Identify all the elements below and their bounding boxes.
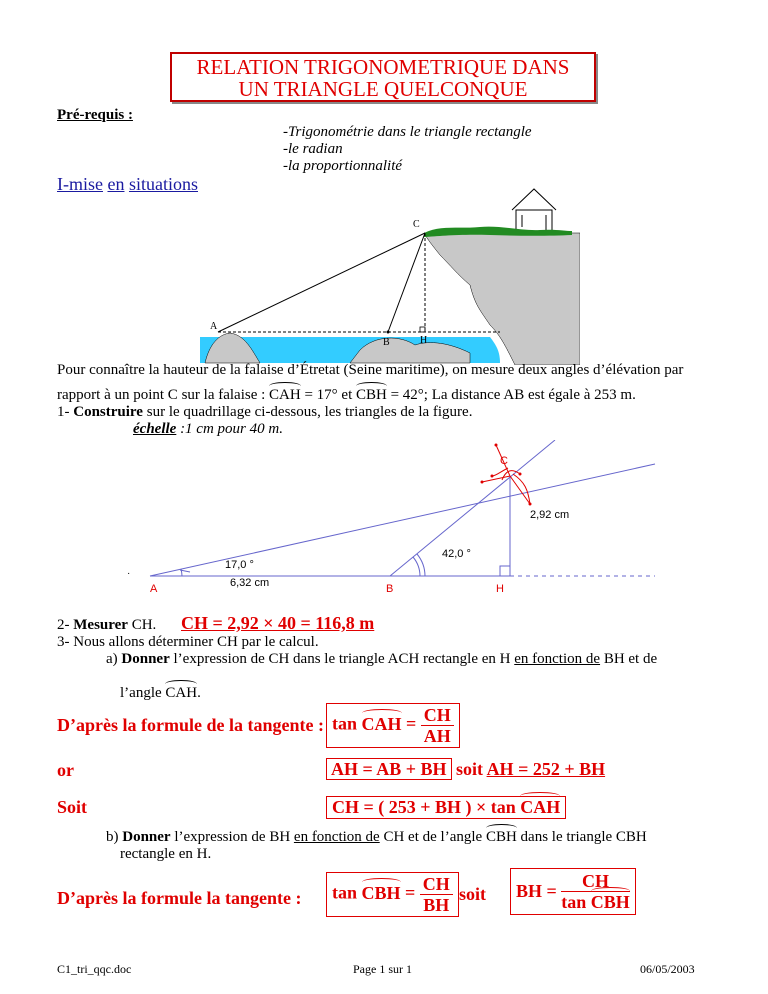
- q3b-line1: [106, 829, 647, 846]
- denominator: BH: [423, 895, 450, 915]
- intro-text: = 42°; La distance AB est égale à 253 m.: [386, 387, 636, 403]
- q3a-line1: [106, 651, 657, 668]
- soit-label: Soit: [57, 797, 88, 817]
- formula-tan-cbh: [326, 872, 459, 917]
- title-box: [170, 52, 596, 102]
- q-number: 1-: [57, 404, 74, 420]
- angle-cbh: CBH: [361, 882, 401, 903]
- q-text: dans le triangle CBH: [516, 829, 647, 845]
- f-boxed: AH = AB + BH: [326, 758, 452, 780]
- q-text: l’expression de CH dans le triangle ACH rectangle en H: [169, 651, 515, 667]
- prereq-item: -la proportionnalité: [283, 158, 403, 174]
- q-verb: Donner: [121, 651, 170, 667]
- q3-intro: 3- Nous allons déterminer CH par le calcul.: [57, 634, 319, 650]
- or-label: or: [57, 760, 74, 780]
- q-verb: Mesurer: [73, 617, 128, 633]
- photo-label-c: C: [413, 219, 420, 230]
- ab-length-label: 6,32 cm: [230, 577, 270, 589]
- q-text: BH et de: [600, 651, 658, 667]
- q-verb: Construire: [73, 404, 143, 420]
- q-text: l’angle: [120, 685, 166, 701]
- question-1: [57, 404, 472, 421]
- formula-tan-cah: [326, 703, 460, 748]
- angle-cbh: CBH: [590, 892, 630, 912]
- q-text: CH et de l’angle: [379, 829, 486, 845]
- formula-label-2: D’après la formule la tangente :: [57, 888, 302, 908]
- formula-ch: [326, 796, 566, 819]
- question-2: [57, 617, 156, 634]
- fraction: [421, 705, 454, 746]
- angle-cah: CAH: [361, 713, 402, 734]
- q-text: sur le quadrillage ci-dessous, les triangles de la figure.: [142, 404, 473, 420]
- q2-answer: CH = 2,92 × 40 = 116,8 m: [181, 613, 375, 633]
- prereq-item: -le radian: [283, 141, 343, 157]
- denominator: AH: [423, 726, 451, 746]
- formula-bh: [510, 868, 636, 915]
- q-verb: Donner: [122, 829, 171, 845]
- construction-label-c: C: [500, 455, 508, 467]
- q-text: CH.: [127, 617, 157, 633]
- angle-b-label: 42,0 °: [442, 548, 471, 560]
- angle-cah: CAH: [165, 685, 198, 701]
- f-text: BH =: [516, 881, 562, 901]
- fraction: [561, 871, 630, 912]
- q-text: .: [197, 685, 201, 701]
- section-word: I-mise: [57, 174, 103, 194]
- q-text: l’expression de BH: [170, 829, 294, 845]
- f-text: soit: [456, 759, 484, 779]
- section-word: situations: [128, 174, 198, 194]
- f-text: =: [401, 713, 421, 734]
- ch-length-label: 2,92 cm: [530, 509, 570, 521]
- formula-label-1: D’après la formule de la tangente :: [57, 715, 324, 735]
- cliff-illustration: [200, 185, 580, 365]
- compass-arcs: [482, 445, 530, 504]
- photo-label-a: A: [210, 321, 218, 332]
- q3a-line2: [120, 685, 201, 702]
- q-text: en fonction de: [293, 829, 380, 845]
- section-word: en: [107, 174, 125, 194]
- numerator: CH: [421, 705, 454, 726]
- svg-text:·: ·: [127, 568, 131, 579]
- scale-note: [133, 421, 283, 438]
- q-text: en fonction de: [514, 651, 601, 667]
- construction-figure: [120, 440, 660, 610]
- footer-date: 06/05/2003: [640, 962, 695, 976]
- f-text: tan: [561, 892, 591, 912]
- f-text: CH = ( 253 + BH ) × tan: [332, 797, 521, 817]
- construction-label-b: B: [386, 583, 394, 595]
- fraction: [420, 874, 453, 915]
- intro-text: = 17° et: [300, 387, 356, 403]
- f-text: AH = 252 + BH: [486, 759, 606, 779]
- numerator: CH: [561, 871, 630, 892]
- q-letter: a): [106, 651, 122, 667]
- prereq-heading: Pré-requis :: [57, 107, 133, 123]
- f-text: tan: [332, 882, 362, 903]
- f-text: tan: [332, 713, 362, 734]
- construction-label-a: A: [150, 583, 158, 595]
- scale-text: :1 cm pour 40 m.: [176, 421, 283, 437]
- footer-filename: C1_tri_qqc.doc: [57, 962, 132, 976]
- q-letter: b): [106, 829, 123, 845]
- angle-cah: CAH: [269, 387, 301, 403]
- angle-a-label: 17,0 °: [225, 559, 254, 571]
- f-text: =: [400, 882, 420, 903]
- title-line2: UN TRIANGLE QUELCONQUE: [238, 77, 528, 101]
- prereq-list: [283, 124, 532, 175]
- intro-line1: Pour connaître la hauteur de la falaise d’Étretat (Seine maritime), on mesure deux angles d’élévation par: [57, 362, 684, 378]
- photo-label-b: B: [383, 337, 390, 348]
- angle-cbh: CBH: [485, 829, 517, 845]
- title-line1: RELATION TRIGONOMETRIQUE DANS: [196, 55, 570, 79]
- angle-cbh: CBH: [356, 387, 387, 403]
- q3b-line2: rectangle en H.: [120, 846, 212, 862]
- angle-cah: CAH: [520, 797, 561, 817]
- prereq-item: -Trigonométrie dans le triangle rectangle: [283, 124, 532, 140]
- construction-label-h: H: [496, 583, 504, 595]
- intro-line2: [57, 387, 636, 404]
- numerator: CH: [420, 874, 453, 895]
- footer-page: Page 1 sur 1: [353, 962, 412, 976]
- intro-text: rapport à un point C sur la falaise :: [57, 387, 270, 403]
- section-heading: [57, 174, 198, 195]
- scale-label: échelle: [133, 421, 177, 437]
- denominator: [561, 892, 630, 912]
- soit-2: soit: [459, 884, 486, 904]
- q-number: 2-: [57, 617, 74, 633]
- formula-ah: [326, 759, 605, 780]
- photo-label-h: H: [420, 335, 428, 346]
- house-icon: [512, 189, 556, 232]
